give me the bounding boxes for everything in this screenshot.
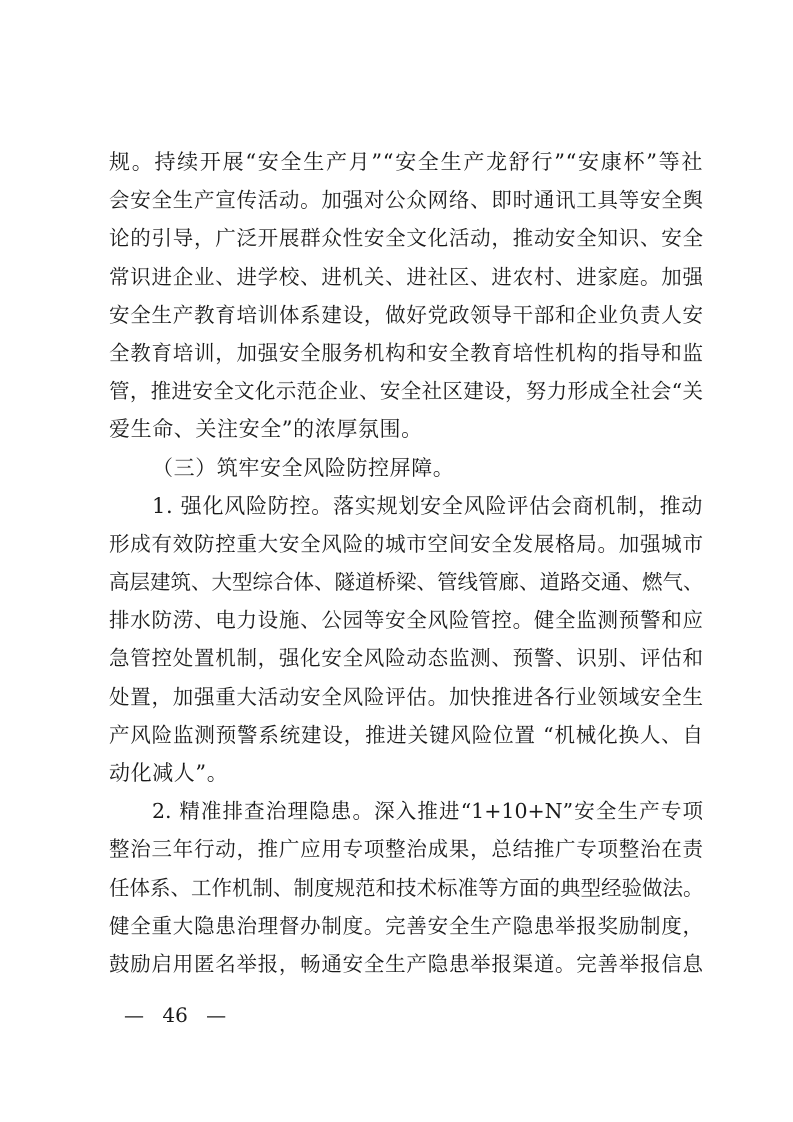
text-line: 安全生产教育培训体系建设，做好党政领导干部和企业负责人安	[109, 302, 703, 327]
text-line: 论的引导，广泛开展群众性安全文化活动，推动安全知识、安全	[109, 226, 703, 251]
text-line: 健全重大隐患治理督办制度。完善安全生产隐患举报奖励制度，	[109, 913, 703, 938]
text-line: 处置，加强重大活动安全风险评估。加快推进各行业领域安全生	[109, 684, 703, 709]
text-line: 整治三年行动，推广应用专项整治成果，总结推广专项整治在责	[109, 837, 703, 862]
body-text	[109, 143, 703, 983]
text-line: 全教育培训，加强安全服务机构和安全教育培性机构的指导和监	[109, 340, 703, 365]
text-line: 1. 强化风险防控。落实规划安全风险评估会商机制，推动	[152, 493, 703, 518]
text-line: 急管控处置机制，强化安全风险动态监测、预警、识别、评估和	[109, 646, 703, 671]
text-line: 任体系、工作机制、制度规范和技术标准等方面的典型经验做法。	[109, 875, 704, 900]
text-line: 产风险监测预警系统建设，推进关键风险位置 “机械化换人、自	[109, 722, 703, 747]
page-number-footer	[124, 1000, 226, 1030]
text-line: 排水防涝、电力设施、公园等安全风险管控。健全监测预警和应	[109, 608, 703, 633]
text-line: 常识进企业、进学校、进机关、进社区、进农村、进家庭。加强	[109, 264, 703, 289]
text-line: 爱生命、关注安全”的浓厚氛围。	[109, 417, 423, 442]
section-heading: （三）筑牢安全风险防控屏障。	[152, 455, 455, 480]
footer-dash-left: —	[124, 1003, 144, 1027]
text-line: 动化减人”。	[109, 761, 229, 785]
text-line: 规。持续开展“安全生产月”“安全生产龙舒行”“安康杯”等社	[109, 150, 703, 174]
text-line: 形成有效防控重大安全风险的城市空间安全发展格局。加强城市	[109, 531, 703, 556]
footer-dash-right: —	[206, 1003, 227, 1027]
page-number: 46	[162, 1003, 188, 1027]
text-line: 会安全生产宣传活动。加强对公众网络、即时通讯工具等安全舆	[109, 188, 703, 213]
text-line: 鼓励启用匿名举报，畅通安全生产隐患举报渠道。完善举报信息	[109, 951, 703, 976]
text-line: 高层建筑、大型综合体、隧道桥梁、管线管廊、道路交通、燃气、	[109, 570, 704, 595]
text-line: 2. 精准排查治理隐患。深入推进“1+10+N”安全生产专项	[152, 799, 703, 824]
text-line: 管，推进安全文化示范企业、安全社区建设，努力形成全社会“关	[109, 379, 703, 404]
